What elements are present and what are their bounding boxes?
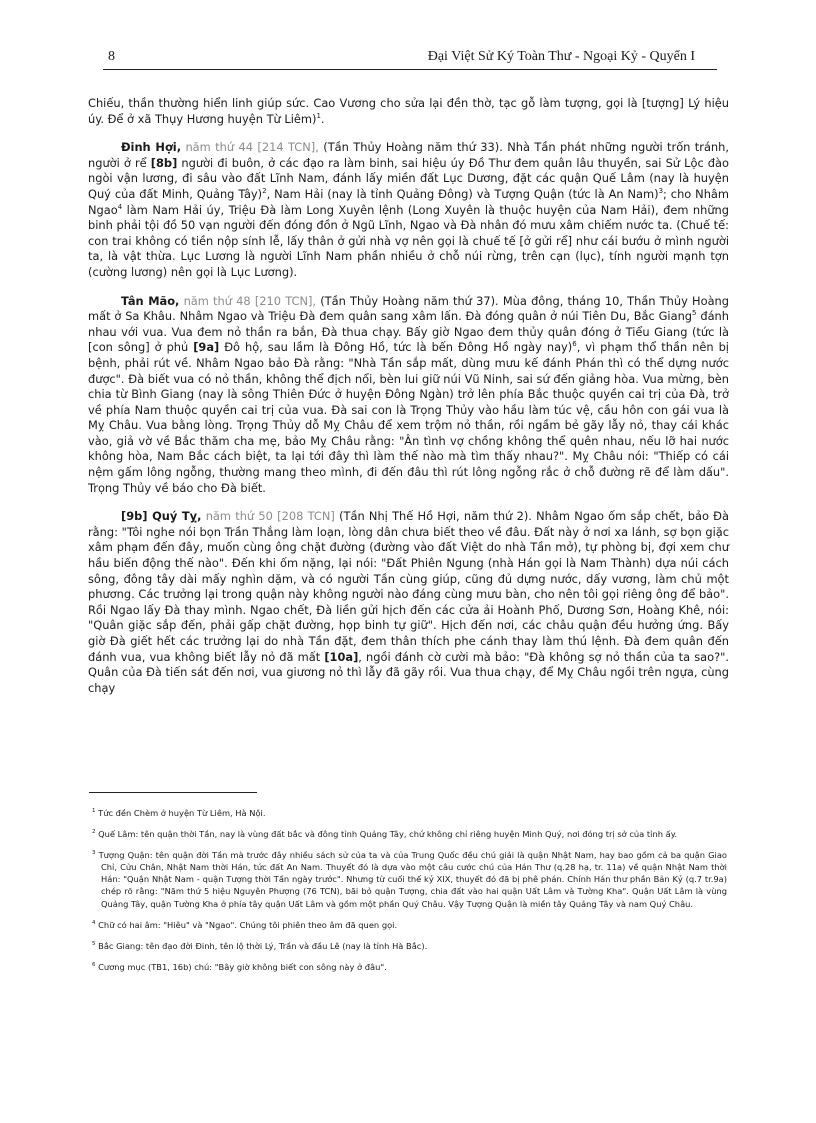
year-keyword: Đinh Hợi, [121,140,182,155]
footnote-text: Chữ có hai âm: "Hiêu" và "Ngao". Chúng tôi phiên theo âm đã quen gọi. [95,919,398,930]
text-run: đánh nhau với vua. Vua đem nỏ thần ra bắn, Đà thua chạy. Bấy giờ Ngao đem thủy quân đóng ở Tiểu Giang (tức là [con sông] ở phủ [88,309,729,355]
year-note: năm thứ 48 [210 TCN], [179,293,321,308]
text-run: (Tần Thủy Hoàng năm thứ 33). Nhà Tần phát những người trốn tránh, người ở rể [88,140,729,170]
footnote-ref: 4 [117,202,123,211]
footnote-ref: 3 [658,187,664,196]
footnote-4 [92,919,727,931]
text-run: làm Nam Hải úy, Triệu Đà làm Long Xuyên lệnh (Long Xuyên là thuộc huyện của Nam Hải), đem những binh phải tội đồ 50 vạn người đến đóng đồn ở Ngũ Lĩnh, Ngao và Đà nhân đó mưu xâm chiếm nước ta. (Chuế tế: con trai không có tiền nộp sính lễ, lấy thân ở gửi nhà vợ nên gọi là chuế tế [ở gửi rể] như cái bướu ở mình người ta, là vật thừa. Lục Lương là người Lĩnh Nam phần nhiều ở chỗ núi rừng, trên cạn (lục), tính người mạnh tợn (cường lương) nên gọi là Lục Lương). [88,202,729,279]
folio-ref: [10a] [324,649,359,664]
footnote-text: Tức đền Chèm ở huyện Từ Liêm, Hà Nội. [95,808,266,818]
year-note: năm thứ 44 [214 TCN], [181,140,324,155]
paragraph-tan-mao [88,294,729,497]
folio-ref: [8b] [150,155,178,170]
footnote-3 [92,849,727,909]
folio-ref: [9a] [193,340,220,355]
year-keyword: Quý Tỵ, [152,509,202,524]
main-text [88,96,729,709]
year-note: năm thứ 50 [208 TCN] [201,509,340,524]
text-run: người đi buôn, ở các đạo ra làm binh, sai hiệu úy Đồ Thư đem quân lâu thuyền, sai Sử Lộc đào ngòi vận lương, đi sâu vào đất Lĩnh Nam, đánh lấy miền đất Lục Dương, đặt các quận Quế Lâm (nay là huyện Quý của đất Minh, Quảng Tây) [88,155,729,201]
footnote-number: 6 [92,962,96,969]
footnote-number: 3 [92,850,96,857]
text-run: , vì phạm thổ thần nên bị bệnh, phải rút về. Nhâm Ngao bảo Đà rằng: "Nhà Tần sắp mất, dùng mưu kế đánh Phán thì có thể dựng nước được". Đà biết vua có nỏ thần, không thể địch nổi, bèn lui giữ núi Vũ Ninh, sai sứ đến giảng hòa. Vua mừng, bèn chia từ Bình Giang (nay là sông Thiên Đức ở huyện Đông Ngàn) trở lên phía Bắc thuộc quyền cai trị của Đà, trở về phía Nam thuộc quyền cai trị của vua. Đà sai con là Trọng Thủy vào hầu làm túc vệ, cầu hôn con gái vua là Mỵ Châu. Vua bằng lòng. Trọng Thủy dỗ Mỵ Châu để xem trộm nỏ thần, rồi ngầm bẻ gãy lẫy nỏ, thay cái khác vào, giả vờ về Bắc thăm cha mẹ, bảo Mỵ Châu rằng: "Ân tình vợ chồng không thể quên nhau, nếu lỡ hai nước không hòa, Nam Bắc cách biệt, ta lại tới đây thì làm thế nào mà tìm thấy nhau?". Mỵ Châu nói: "Thiếp có cái nệm gấm lông ngỗng, thường mang theo mình, đi đến đâu thì rút lông ngỗng rắc ở chỗ đường rẽ để làm dấu". Trọng Thủy về báo cho Đà biết. [88,340,729,495]
footnote-number: 2 [92,829,96,836]
footnote-1 [92,807,727,819]
footnote-ref: 2 [262,187,267,196]
footnote-ref: 6 [572,340,577,349]
text-run: (Tần Thủy Hoàng năm thứ 37). Mùa đông, tháng 10, Thần Thủy Hoàng mất ở Sa Khâu. Nhâm Ngao và Triệu Đà đem quân sang xâm lấn. Đà đóng quân ở núi Tiên Du, Bắc Giang [88,293,729,324]
footnote-ref: 1 [316,111,321,120]
footnotes [92,807,727,982]
text-run: , Nam Hải (nay là tỉnh Quảng Đông) và Tượng Quận (tức là An Nam) [266,186,659,201]
text-run: ; cho Nhâm Ngao [88,186,729,217]
text-run: Chiếu, thần thường hiển linh giúp sức. Cao Vương cho sửa lại đền thờ, tạc gỗ làm tượng, gọi là [tượng] Lý hiệu úy. Để ở xã Thụy Hương huyện Từ Liêm) [88,96,729,126]
footnote-text: Bắc Giang: tên đạo đời Đinh, tên lộ thời Lý, Trần và đầu Lê (nay là tỉnh Hà Bắc). [95,940,428,951]
footnote-2 [92,828,727,840]
text-run: (Tần Nhị Thế Hồ Hợi, năm thứ 2). Nhâm Ngao ốm sắp chết, bảo Đà rằng: "Tôi nghe nói bọn Trần Thắng làm loạn, lòng dân chưa biết theo về đâu. Đất này ở nơi xa lánh, sợ bọn giặc xâm phạm đến đây, muốn cùng ông chặt đường (đường vào đất Việt do nhà Tần mở), tự phòng bị, đợi xem chư hầu biến động thế nào". Đến khi ốm nặng, lại nói: "Đất Phiên Ngung (nhà Hán gọi là Nam Thành) dựa núi cách sông, đông tây dài mấy nghìn dặm, và có người Tần cùng giúp, cũng đủ dựng nước, dấy vương, làm chủ một phương. Các trưởng lại trong quận này không người nào đáng cùng mưu bàn, cho nên tôi gọi riêng ông để bảo". Rồi Ngao lấy Đà thay mình. Ngao chết, Đà liền gửi hịch đến các cửa ải Hoành Phố, Dương Sơn, Hoàng Khê, nói: "Quân giặc sắp đến, phải gấp chặt đường, họp binh tự giữ". Hịch đến nơi, các châu quận đều hưởng ứng. Bấy giờ Đà giết hết các trưởng lại do nhà Tần đặt, đem thân thích phe cánh thay làm thú lệnh. Đà đem quân đến đánh vua, vua không biết lẫy nỏ đã mất [88,509,729,664]
running-title: Đại Việt Sử Ký Toàn Thư - Ngoại Kỷ - Quyển I [427,49,695,64]
paragraph-quy-ty [88,509,729,696]
text-run: , ngồi đánh cờ cười mà bảo: "Đà không sợ nỏ thần của ta sao?". Quân của Đà tiến sát đến nơi, vua giương nỏ thì lẫy đã gãy rồi. Vua thua chạy, để Mỵ Châu ngồi trên ngựa, cùng chạy [88,649,729,695]
footnote-text: Tượng Quận: tên quận đời Tần mà trước đây nhiều sách sử của ta và của Trung Quốc đều chú giải là quận Nhật Nam, hay bao gồm cả ba quận Giao Chỉ, Cửu Chân, Nhật Nam thời Hán, tức đất An Nam. Thuyết đó là dựa vào một câu cước chú của Hán Thư (q.28 hạ, tr. 11a) về quận Nhật Nam thời Hán: "Quận Nhật Nam - quận Tượng thời Tần ngày trước". Nhưng từ cuối thế kỷ XIX, thuyết đó đã bị phê phán. Chính Hán thư phần Bản Kỷ (q.7 tr.9a) chép rõ rằng: "Năm thứ 5 hiệu Nguyên Phượng (76 TCN), bãi bỏ quận Tượng, chia đất vào hai quận Uất Lâm và Tường Kha". Quận Uất Lâm là vùng Quảng Tây, quận Tường Kha ở phía tây quận Uất Lâm và gồm một phần Quý Châu. Vậy Tượng Quận là miền tây Quảng Tây và nam Quý Châu. [95,850,727,909]
paragraph-dinh-hoi [88,140,729,280]
footnote-text: Quế Lâm: tên quận thời Tần, nay là vùng đất bắc và đông tỉnh Quảng Tây, chứ không chỉ riêng huyện Minh Quý, nơi đóng trị sở của tỉnh ấy. [95,829,678,840]
folio-ref: [9b] [121,509,153,524]
year-keyword: Tân Mão, [121,293,180,308]
footnote-6 [92,961,727,973]
paragraph-1 [88,96,729,127]
footnote-5 [92,940,727,952]
page-header [103,49,717,70]
footnote-separator [89,792,257,793]
text-run: . [320,111,325,126]
footnote-text: Cương mục (TB1, 16b) chú: "Bây giờ không biết con sông này ở đâu". [95,961,387,972]
text-run: Đô hộ, sau lầm là Đông Hồ, tức là bến Đông Hồ ngày nay) [219,340,573,355]
footnote-number: 1 [92,808,96,815]
page-number: 8 [108,49,115,64]
footnote-ref: 5 [692,309,697,318]
footnote-number: 4 [92,919,96,926]
footnote-number: 5 [92,940,96,947]
